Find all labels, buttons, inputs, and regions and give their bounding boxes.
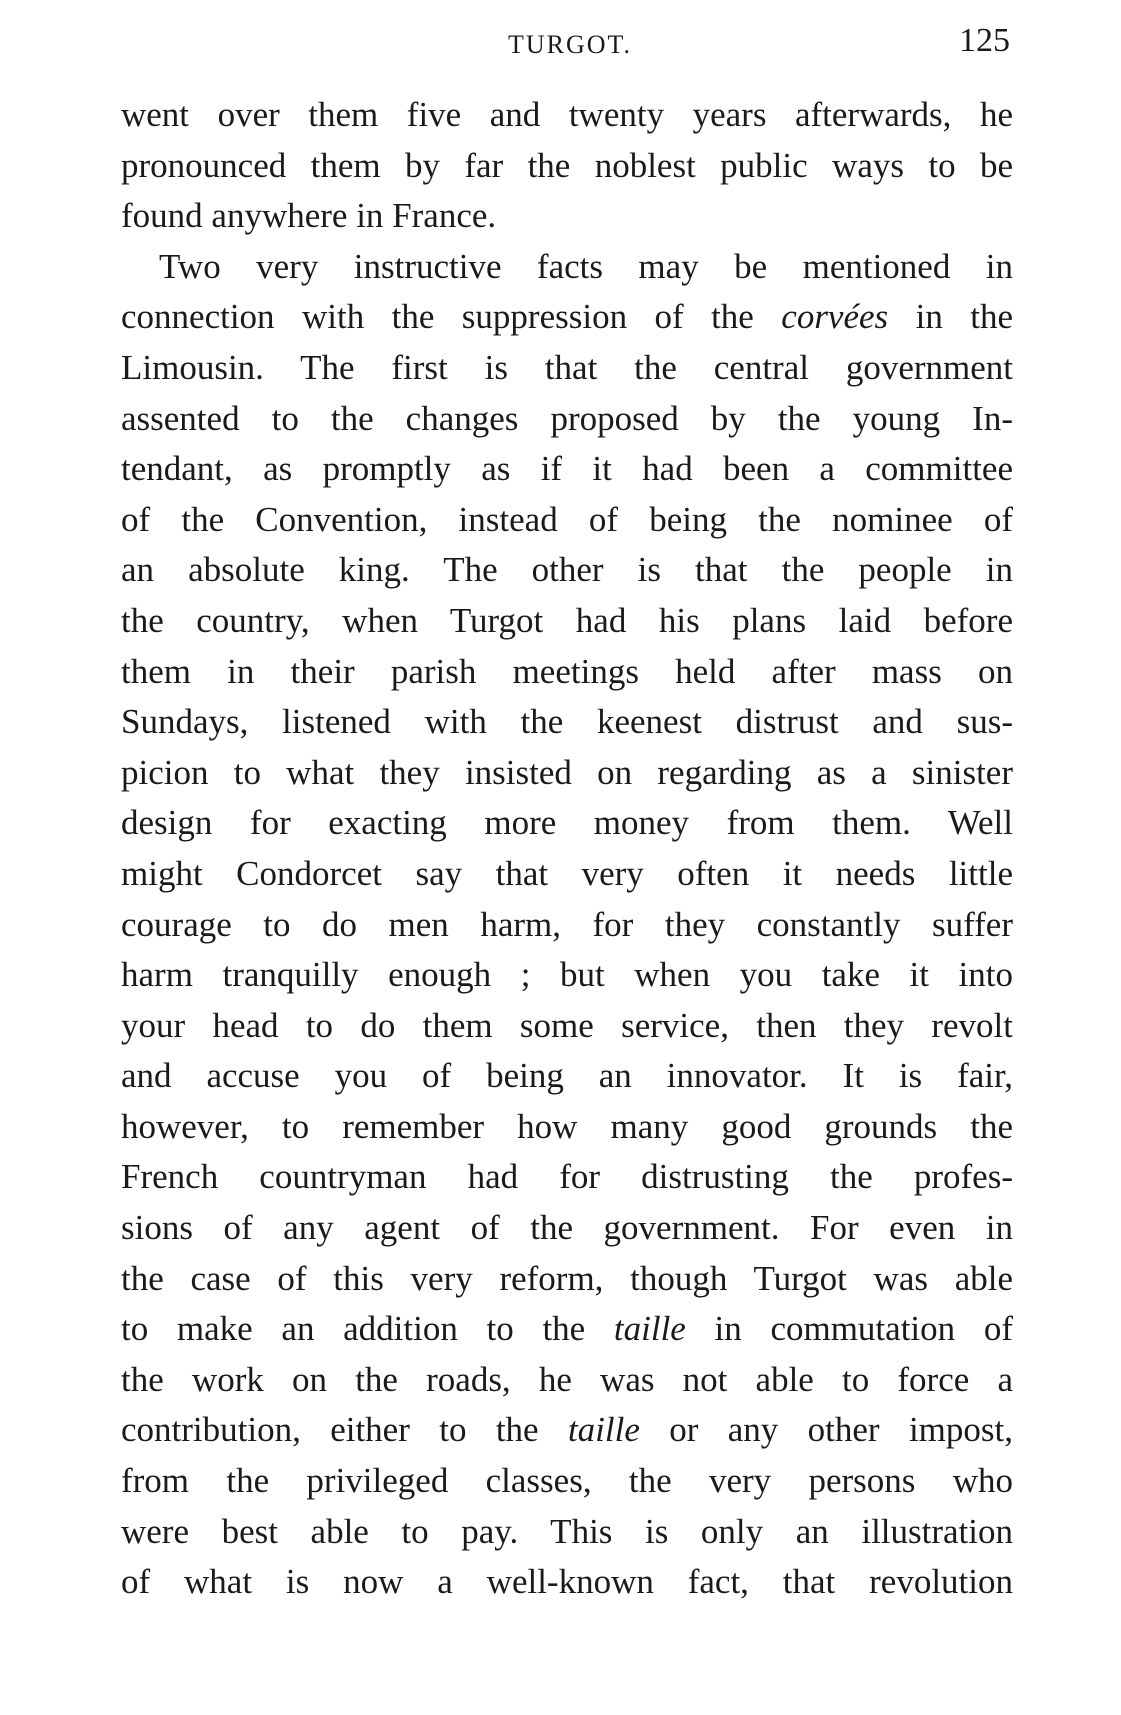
text-line: picion to what they insisted on regarding as a sinister bbox=[121, 752, 1013, 792]
text-line: of the Convention, instead of being the nominee of bbox=[121, 499, 1013, 539]
text-segment: in commutation of bbox=[685, 1309, 1013, 1349]
text-line: found anywhere in France. bbox=[121, 196, 497, 236]
text-line: French countryman had for distrusting the profes- bbox=[121, 1157, 1013, 1197]
running-head bbox=[120, 22, 1020, 62]
text-segment: contribution, either to the bbox=[121, 1410, 568, 1450]
text-line: them in their parish meetings held after mass on bbox=[121, 651, 1013, 691]
text-line: tendant, as promptly as if it had been a committee bbox=[121, 449, 1013, 489]
text-line: might Condorcet say that very often it needs little bbox=[121, 853, 1013, 893]
text-line: courage to do men harm, for they constantly suffer bbox=[121, 904, 1013, 944]
text-line bbox=[121, 292, 1013, 343]
text-line: the work on the roads, he was not able to force a bbox=[121, 1359, 1013, 1399]
text-line: however, to remember how many good grounds the bbox=[121, 1106, 1013, 1146]
text-line: an absolute king. The other is that the people in bbox=[121, 550, 1013, 590]
text-line: the country, when Turgot had his plans laid before bbox=[121, 600, 1013, 640]
text-line: the case of this very reform, though Turgot was able bbox=[121, 1258, 1013, 1298]
page-number: 125 bbox=[959, 22, 1010, 59]
italic-term: taille bbox=[613, 1309, 686, 1349]
text-line: Two very instructive facts may be mentioned in bbox=[159, 246, 1013, 286]
text-segment: connection with the suppression of the bbox=[121, 297, 782, 337]
text-line: harm tranquilly enough ; but when you take it into bbox=[121, 955, 1013, 995]
text-line: your head to do them some service, then they revolt bbox=[121, 1005, 1013, 1045]
text-segment: to make an addition to the bbox=[121, 1309, 614, 1349]
body-text bbox=[121, 90, 1013, 1608]
text-line bbox=[121, 1304, 1013, 1355]
text-line: from the privileged classes, the very persons who bbox=[121, 1461, 1013, 1501]
text-segment: in the bbox=[888, 297, 1014, 337]
text-line: design for exacting more money from them. Well bbox=[121, 803, 1013, 843]
text-line: Sundays, listened with the keenest distrust and sus- bbox=[121, 702, 1013, 742]
text-line: assented to the changes proposed by the young In- bbox=[121, 398, 1013, 438]
text-line: pronounced them by far the noblest public ways to be bbox=[121, 145, 1013, 185]
text-line: sions of any agent of the government. For even in bbox=[121, 1208, 1013, 1248]
text-line: Limousin. The first is that the central government bbox=[121, 347, 1013, 387]
text-segment: or any other impost, bbox=[639, 1410, 1013, 1450]
text-line: were best able to pay. This is only an illustration bbox=[121, 1511, 1013, 1551]
text-line: of what is now a well-known fact, that revolution bbox=[121, 1562, 1013, 1602]
text-line bbox=[121, 1405, 1013, 1456]
italic-term: corvées bbox=[781, 297, 889, 337]
running-title: TURGOT. bbox=[507, 30, 632, 59]
italic-term: taille bbox=[567, 1410, 640, 1450]
text-line: went over them five and twenty years afterwards, he bbox=[121, 95, 1013, 134]
text-line: and accuse you of being an innovator. It is fair, bbox=[121, 1056, 1013, 1096]
